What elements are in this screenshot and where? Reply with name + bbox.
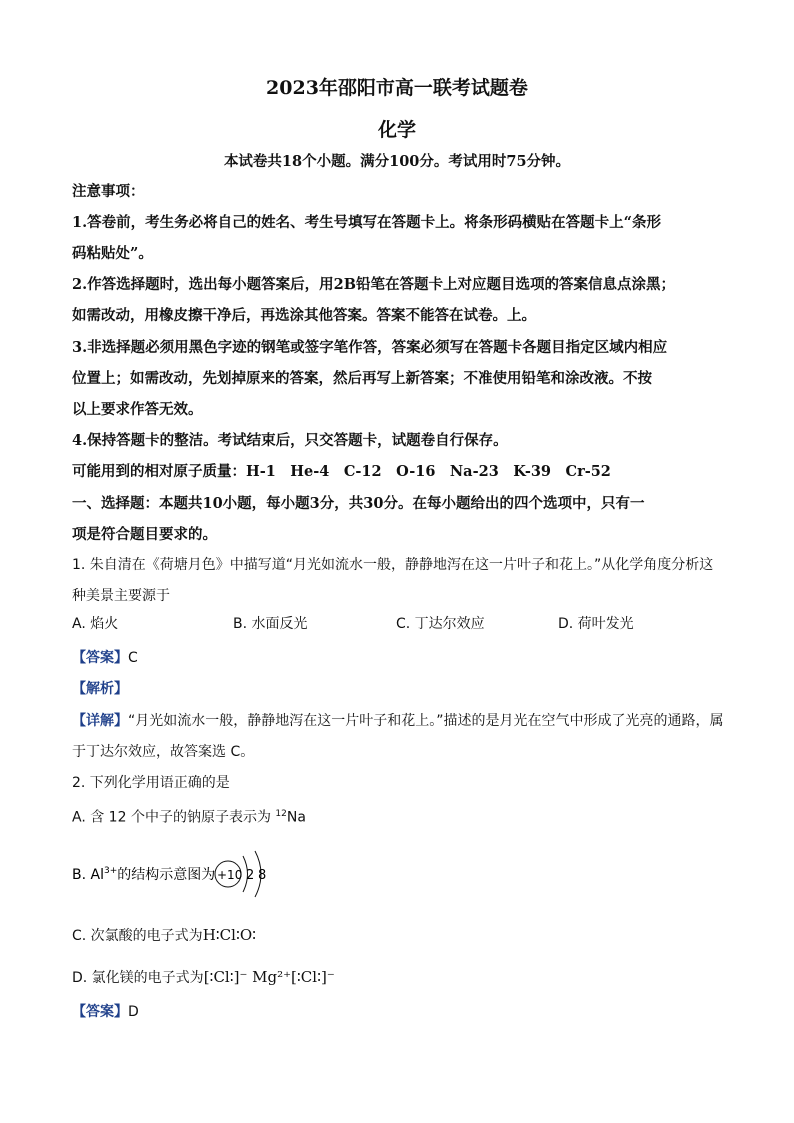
- q2-option-d-text: D. 氯化镁的电子式为: [72, 970, 204, 986]
- notes-heading: 注意事项：: [72, 183, 145, 200]
- answer-value: D: [128, 1004, 139, 1020]
- note-3-line-2: 位置上；如需改动，先划掉原来的答案，然后再写上新答案；不准使用铅笔和涂改液。不按: [72, 370, 652, 387]
- q1-detail-line-1: [72, 706, 732, 737]
- answer-value: C: [128, 650, 138, 666]
- detail-text: “月光如流水一般，静静地泻在这一片叶子和花上。”描述的是月光在空气中形成了光亮的通路，属: [128, 713, 724, 729]
- q1-option-d: D. 荷叶发光: [558, 616, 634, 632]
- q2-option-d: [72, 962, 732, 994]
- exam-intro: 本试卷共18个小题。满分100分。考试用时75分钟。: [223, 153, 571, 170]
- section-1-line-1: 一、选择题：本题共10小题，每小题3分，共30分。在每小题给出的四个选项中，只有一: [72, 495, 645, 512]
- note-1-line-1: 1.答卷前，考生务必将自己的姓名、考生号填写在答题卡上。将条形码横贴在答题卡上“条形: [72, 214, 661, 231]
- note-3-line-1: 3.非选择题必须用黑色字迹的钢笔或签字笔作答，答案必须写在答题卡各题目指定区域内相应: [72, 339, 668, 356]
- al-structure-diagram: [72, 848, 272, 900]
- note-1-line-2: 码粘贴处”。: [72, 245, 153, 262]
- section-1-line-2: 项是符合题目要求的。: [72, 526, 217, 543]
- q1-stem-line-2: 种美景主要源于: [72, 588, 170, 604]
- hocl-electron-formula: H∶Cl∶O∶: [202, 926, 257, 944]
- q2-option-a-symbol: Na: [286, 809, 306, 826]
- q2-answer: [72, 997, 732, 1028]
- exam-subject: 化学: [377, 119, 416, 141]
- analysis-tag: 【解析】: [72, 681, 128, 697]
- note-2-line-2: 如需改动，用橡皮擦干净后，再选涂其他答案。答案不能答在试卷。上。: [72, 307, 536, 324]
- shell-2-count: 8: [258, 868, 267, 883]
- q1-analysis: [72, 674, 732, 705]
- note-3-line-3: 以上要求作答无效。: [72, 401, 203, 418]
- q1-option-b: B. 水面反光: [233, 616, 308, 632]
- q2-option-a-text: A. 含 12 个中子的钠原子表示为: [72, 809, 276, 826]
- q2-option-b: [72, 848, 272, 904]
- note-4: 4.保持答题卡的整洁。考试结束后，只交答题卡，试题卷自行保存。: [72, 432, 508, 449]
- q2-option-b-prefix: B. $Al^{3+}$的结构示意图为: [72, 866, 216, 883]
- q2-option-c: [72, 920, 732, 952]
- nucleus-charge: +10: [217, 868, 243, 882]
- detail-tag: 【详解】: [72, 713, 128, 729]
- atomic-masses: 可能用到的相对原子质量：H-1 He-4 C-12 O-16 Na-23 K-39 Cr-52: [72, 463, 611, 480]
- note-2-line-1: 2.作答选择题时，选出每小题答案后，用2B铅笔在答题卡上对应题目选项的答案信息点涂黑；: [72, 276, 675, 293]
- q1-detail-line-2: 于丁达尔效应，故答案选 C。: [72, 744, 255, 760]
- q1-option-c: C. 丁达尔效应: [396, 616, 485, 632]
- q1-option-a: A. 焰火: [72, 616, 119, 632]
- q2-stem: 2. 下列化学用语正确的是: [72, 775, 230, 791]
- mgcl2-electron-formula: [∶Cl∶]⁻ Mg²⁺[∶Cl∶]⁻: [203, 968, 335, 986]
- shell-1-count: 2: [246, 868, 255, 883]
- q2-option-a: [72, 799, 732, 834]
- answer-tag: 【答案】: [72, 1004, 128, 1020]
- q1-stem-line-1: 1. 朱自清在《荷塘月色》中描写道“月光如流水一般，静静地泻在这一片叶子和花上。”从化学角度分析这: [72, 557, 714, 573]
- answer-tag: 【答案】: [72, 650, 128, 666]
- exam-title: 2023年邵阳市高一联考试题卷: [266, 77, 528, 99]
- q1-answer: [72, 643, 732, 674]
- q2-option-a-mass: 12: [275, 809, 287, 819]
- q2-option-c-text: C. 次氯酸的电子式为: [72, 928, 203, 944]
